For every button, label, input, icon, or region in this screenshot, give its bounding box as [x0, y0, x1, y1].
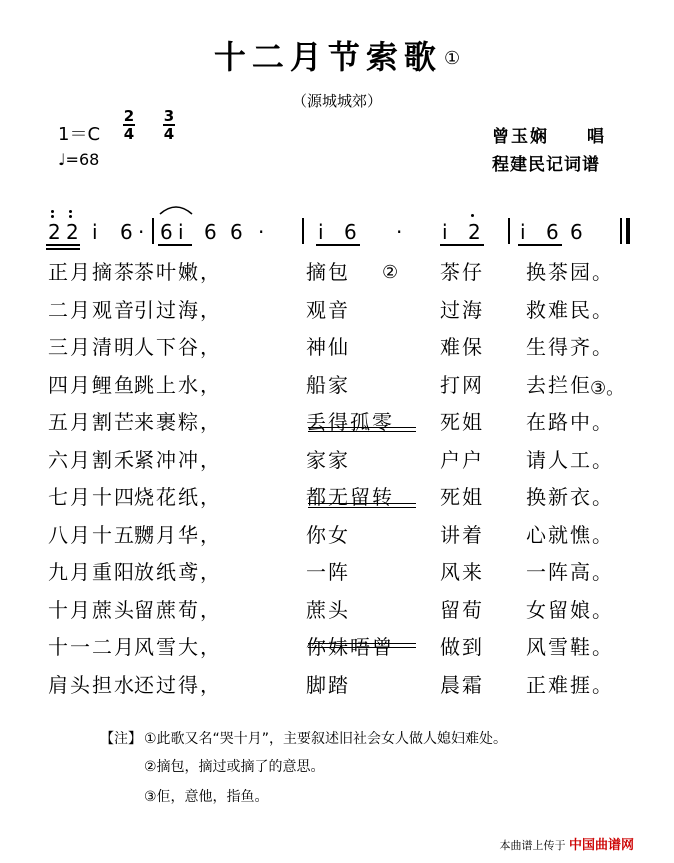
lyric-phrase: 晨霜: [440, 672, 484, 697]
footer-brand-logo: 中国曲谱网: [568, 838, 634, 853]
lyric-phrase: 蔗头: [306, 597, 350, 622]
lyric-phrase: 二月观音: [48, 297, 136, 322]
score-note: i: [178, 220, 184, 244]
footnote-mark-3: ③。: [590, 378, 625, 399]
score-note: ·: [258, 220, 265, 244]
lyric-phrase: 留荀: [440, 597, 484, 622]
lyric-phrase: 家家: [306, 447, 350, 472]
title-footnote-mark: ①: [443, 48, 461, 69]
recorder-credit: 程建民记词谱: [492, 155, 600, 175]
lyric-phrase: 都无留转: [306, 485, 394, 509]
lyric-phrase: 脚踏: [306, 672, 350, 697]
lyric-phrase: 生得齐。: [526, 335, 614, 359]
note-2: ②摘包，摘过或摘了的意思。: [144, 759, 325, 775]
source-footer: [499, 834, 634, 853]
lyric-phrase: 三月清明: [48, 335, 136, 359]
tempo-marking: ♩=68: [58, 150, 100, 169]
score-note: i: [442, 220, 448, 244]
barline: [302, 218, 304, 244]
lyric-phrase: 茶叶嫩，: [134, 260, 222, 284]
lyric-phrase: 嬲月华，: [134, 522, 222, 547]
lyric-phrase: 四月鲤鱼: [48, 372, 136, 397]
lyric-phrase: 风雪大，: [134, 635, 222, 659]
final-barline-thin: [620, 218, 622, 244]
lyric-phrase: 茶仔: [440, 260, 484, 284]
lyric-phrase: 丢得孤零: [306, 410, 394, 434]
lyric-phrase: 紧冲冲，: [134, 447, 222, 472]
song-title: 十二月节索歌 ①: [213, 38, 461, 76]
beam-line: [158, 244, 192, 246]
lyric-phrase: 六月割禾: [48, 447, 136, 472]
beam-line: [46, 248, 80, 250]
double-underline: [308, 431, 416, 432]
score-note: i: [520, 220, 526, 244]
lyric-phrase: 一阵: [306, 560, 350, 584]
score-note: i: [318, 220, 324, 244]
lyric-phrase: 正月摘茶: [48, 260, 136, 284]
barline: [152, 218, 154, 244]
lyric-phrase: 你妹唔曾: [306, 635, 394, 659]
lyric-phrase: 烧花纸，: [134, 485, 222, 509]
score-note: 6: [570, 220, 583, 244]
lyric-phrase: 引过海，: [134, 297, 222, 322]
lyric-phrase: 留蔗荀，: [134, 597, 222, 622]
score-note: 6: [204, 220, 217, 244]
beam-line: [316, 244, 360, 246]
lyric-phrase: 跳上水，: [134, 372, 222, 397]
lyric-phrase: 八月十五: [48, 522, 136, 547]
lyric-phrase: 正难捱。: [526, 672, 614, 697]
lyric-phrase: 七月十四: [48, 485, 136, 509]
footer-prefix: 本曲谱上传于: [499, 839, 566, 852]
octave-dot: [69, 210, 72, 213]
double-underline: [308, 503, 416, 504]
lyric-phrase: 来裹粽，: [134, 410, 222, 434]
score-note: 6: [120, 220, 133, 244]
score-note: 6: [230, 220, 243, 244]
octave-dot: [69, 215, 72, 218]
score-note: 6: [546, 220, 559, 244]
beam-line: [46, 244, 80, 246]
song-subtitle: （源城城郊）: [291, 92, 382, 110]
score-note: 2: [468, 220, 481, 244]
lyric-phrase: 五月割芒: [48, 410, 136, 434]
score-note: ·: [138, 220, 145, 244]
time-signature-3-4: 3 4: [163, 107, 175, 143]
lyric-phrase: 打网: [440, 372, 484, 397]
lyric-phrase: 还过得，: [134, 672, 222, 697]
double-underline: [308, 427, 416, 428]
final-barline-thick: [626, 218, 630, 244]
lyric-phrase: 一阵高。: [526, 560, 614, 584]
key-signature: 1＝C: [58, 124, 101, 145]
lyric-phrase: 肩头担水: [48, 672, 136, 697]
octave-dot: [51, 215, 54, 218]
lyric-phrase: 过海: [440, 297, 484, 322]
lyric-phrase: 户户: [440, 447, 484, 472]
lyric-phrase: 你女: [306, 522, 350, 547]
beam-line: [440, 244, 484, 246]
lyric-phrase: 风来: [440, 560, 484, 584]
lyric-phrase: 九月重阳: [48, 560, 136, 584]
lyric-phrase: 换茶园。: [526, 260, 614, 284]
barline: [508, 218, 510, 244]
lyric-phrase: 风雪鞋。: [526, 635, 614, 659]
note-1: ①此歌又名“哭十月”，主要叙述旧社会女人做人媳妇难处。: [144, 731, 508, 747]
octave-dot: [51, 210, 54, 213]
double-underline: [308, 647, 416, 648]
lyric-phrase: 请人工。: [526, 447, 614, 472]
lyric-phrase: 观音: [306, 297, 350, 322]
lyric-phrase: 换新衣。: [526, 485, 614, 509]
slur-mark: [158, 202, 194, 216]
score-note: 2: [48, 220, 61, 244]
time-signature-2-4: 2 4: [123, 107, 135, 143]
lyric-phrase: 死姐: [440, 410, 484, 434]
lyric-phrase: 去拦佢: [526, 372, 592, 397]
lyric-phrase: 十月蔗头: [48, 597, 136, 622]
score-note: i: [92, 220, 98, 244]
singer-credit: 曾玉娴 唱: [492, 127, 606, 147]
lyric-phrase: 十一二月: [48, 635, 136, 659]
lyric-phrase: 女留娘。: [526, 597, 614, 622]
lyric-phrase: 神仙: [306, 335, 350, 359]
score-note: ·: [396, 220, 403, 244]
note-label: 【注】: [100, 731, 142, 747]
octave-dot: [471, 214, 474, 217]
lyric-phrase: 在路中。: [526, 410, 614, 434]
lyric-phrase: 讲着: [440, 522, 484, 547]
score-note: 2: [66, 220, 79, 244]
footnote-mark-2: ②: [382, 262, 399, 283]
double-underline: [308, 507, 416, 508]
lyric-phrase: 摘包: [306, 260, 350, 284]
double-underline: [308, 643, 416, 644]
lyric-phrase: 难保: [440, 335, 484, 359]
lyric-phrase: 心就憔。: [526, 522, 614, 547]
lyric-phrase: 人下谷，: [134, 335, 222, 359]
lyric-phrase: 做到: [440, 635, 484, 659]
lyric-phrase: 放纸鸢，: [134, 560, 222, 584]
score-note: 6: [160, 220, 173, 244]
note-3: ③佢，意他，指鱼。: [144, 789, 269, 805]
lyric-phrase: 救难民。: [526, 297, 614, 322]
score-note: 6: [344, 220, 357, 244]
jianpu-score: [40, 206, 640, 246]
lyric-phrase: 船家: [306, 372, 350, 397]
lyric-phrase: 死姐: [440, 485, 484, 509]
beam-line: [518, 244, 562, 246]
